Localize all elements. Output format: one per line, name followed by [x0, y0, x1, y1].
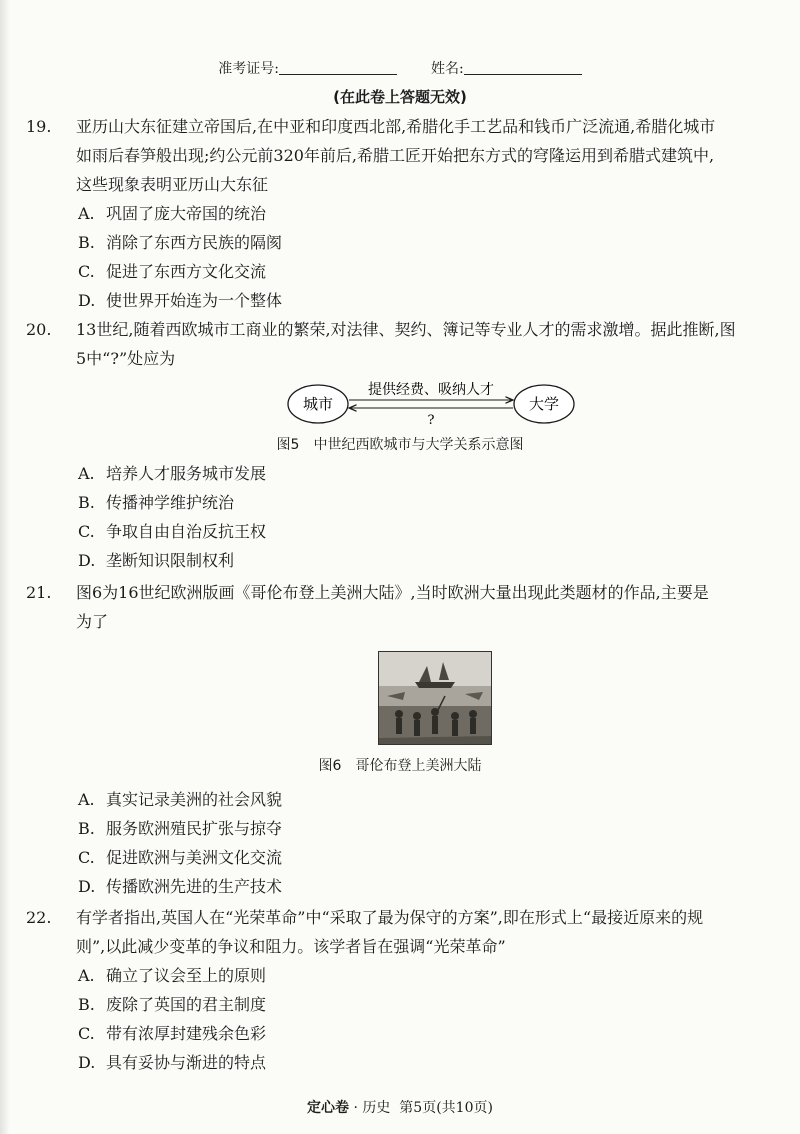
footer-separator: · — [353, 1100, 358, 1116]
option-text: 促进欧洲与美洲文化交流 — [106, 848, 283, 867]
question-20-options — [26, 459, 800, 575]
option-a — [26, 459, 800, 488]
option-letter: D. — [78, 877, 96, 896]
question-19 — [26, 112, 800, 315]
option-d — [26, 286, 800, 315]
option-b — [26, 990, 800, 1019]
option-letter: D. — [78, 1053, 96, 1072]
option-c — [26, 843, 800, 872]
option-text: 培养人才服务城市发展 — [106, 464, 267, 483]
question-text: 图6为16世纪欧洲版画《哥伦布登上美洲大陆》,当时欧洲大量出现此类题材的作品,主要是 — [76, 583, 709, 602]
footer-subject: 历史 — [362, 1100, 391, 1116]
university-node-label: 大学 — [528, 395, 560, 413]
option-letter: B. — [78, 819, 95, 838]
option-text: 促进了东西方文化交流 — [106, 262, 267, 281]
option-b — [26, 228, 800, 257]
option-d — [26, 1048, 800, 1077]
question-stem-line: 为了 — [76, 612, 109, 631]
option-d — [26, 872, 800, 901]
option-text: 废除了英国的君主制度 — [106, 995, 267, 1014]
exam-id-label: 准考证号: — [218, 61, 279, 77]
question-21 — [26, 578, 800, 636]
option-d — [26, 546, 800, 575]
candidate-info-line — [0, 58, 800, 78]
exam-id-blank — [279, 60, 397, 75]
name-label: 姓名: — [431, 61, 464, 77]
name-blank — [464, 60, 582, 75]
figure-6-engraving-image — [378, 651, 492, 745]
question-stem-line: 则”,以此减少变革的争议和阻力。该学者旨在强调“光荣革命” — [76, 937, 506, 956]
option-letter: B. — [78, 233, 95, 252]
question-text: 有学者指出,英国人在“光荣革命”中“采取了最为保守的方案”,即在形式上“最接近原来的规 — [76, 908, 704, 927]
option-letter: C. — [78, 848, 95, 867]
question-stem-line: 如雨后春笋般出现;约公元前320年前后,希腊工匠开始把东方式的穹隆运用到希腊式建筑中, — [76, 146, 715, 165]
question-number: 21. — [26, 583, 52, 602]
figure-5-diagram — [286, 378, 586, 432]
option-letter: C. — [78, 1024, 95, 1043]
footer-brand: 定心卷 — [307, 1100, 350, 1116]
question-number: 22. — [26, 908, 52, 927]
option-text: 争取自由自治反抗王权 — [106, 522, 267, 541]
bottom-arrow-label: ? — [427, 413, 435, 428]
option-b — [26, 488, 800, 517]
option-letter: A. — [78, 204, 95, 223]
option-letter: A. — [78, 966, 95, 985]
top-arrow-label: 提供经费、吸纳人才 — [368, 382, 494, 398]
question-stem-line — [26, 112, 800, 141]
option-letter: D. — [78, 551, 96, 570]
question-number: 19. — [26, 117, 52, 136]
option-text: 巩固了庞大帝国的统治 — [106, 204, 267, 223]
page-footer — [0, 1097, 800, 1117]
question-21-options — [26, 785, 800, 901]
option-c — [26, 257, 800, 286]
option-text: 服务欧洲殖民扩张与掠夺 — [106, 819, 283, 838]
question-text: 亚历山大东征建立帝国后,在中亚和印度西北部,希腊化手工艺品和钱币广泛流通,希腊化城市 — [76, 117, 716, 136]
question-22 — [26, 903, 800, 1077]
option-text: 垄断知识限制权利 — [106, 551, 235, 570]
question-stem-line — [26, 315, 800, 344]
invalid-answer-notice: (在此卷上答题无效) — [333, 88, 467, 106]
question-stem-line — [26, 578, 800, 607]
option-letter: C. — [78, 522, 95, 541]
option-text: 传播神学维护统治 — [106, 493, 235, 512]
question-text: 13世纪,随着西欧城市工商业的繁荣,对法律、契约、簿记等专业人才的需求激增。据此推断,图 — [76, 320, 736, 339]
option-letter: B. — [78, 995, 95, 1014]
scan-edge-shadow — [0, 0, 10, 1134]
question-stem-line — [26, 903, 800, 932]
question-stem-line: 这些现象表明亚历山大东征 — [76, 175, 269, 194]
option-c — [26, 517, 800, 546]
option-text: 具有妥协与渐进的特点 — [106, 1053, 267, 1072]
option-c — [26, 1019, 800, 1048]
option-letter: C. — [78, 262, 95, 281]
city-node-label: 城市 — [302, 395, 334, 413]
figure-6-caption: 图6 哥伦布登上美洲大陆 — [318, 758, 482, 774]
figure-5-caption: 图5 中世纪西欧城市与大学关系示意图 — [276, 437, 524, 453]
option-text: 传播欧洲先进的生产技术 — [106, 877, 283, 896]
question-20 — [26, 315, 800, 373]
option-a — [26, 785, 800, 814]
option-a — [26, 199, 800, 228]
option-letter: D. — [78, 291, 96, 310]
option-letter: B. — [78, 493, 95, 512]
option-text: 确立了议会至上的原则 — [106, 966, 267, 985]
option-text: 消除了东西方民族的隔阂 — [106, 233, 283, 252]
option-text: 真实记录美洲的社会风貌 — [106, 790, 283, 809]
question-number: 20. — [26, 320, 52, 339]
option-text: 使世界开始连为一个整体 — [106, 291, 283, 310]
option-b — [26, 814, 800, 843]
option-text: 带有浓厚封建残余色彩 — [106, 1024, 267, 1043]
option-letter: A. — [78, 790, 95, 809]
engraving-artwork — [379, 652, 491, 744]
footer-page-number: 第5页(共10页) — [399, 1100, 493, 1116]
option-a — [26, 961, 800, 990]
option-letter: A. — [78, 464, 95, 483]
question-stem-line: 5中“?”处应为 — [76, 349, 176, 368]
